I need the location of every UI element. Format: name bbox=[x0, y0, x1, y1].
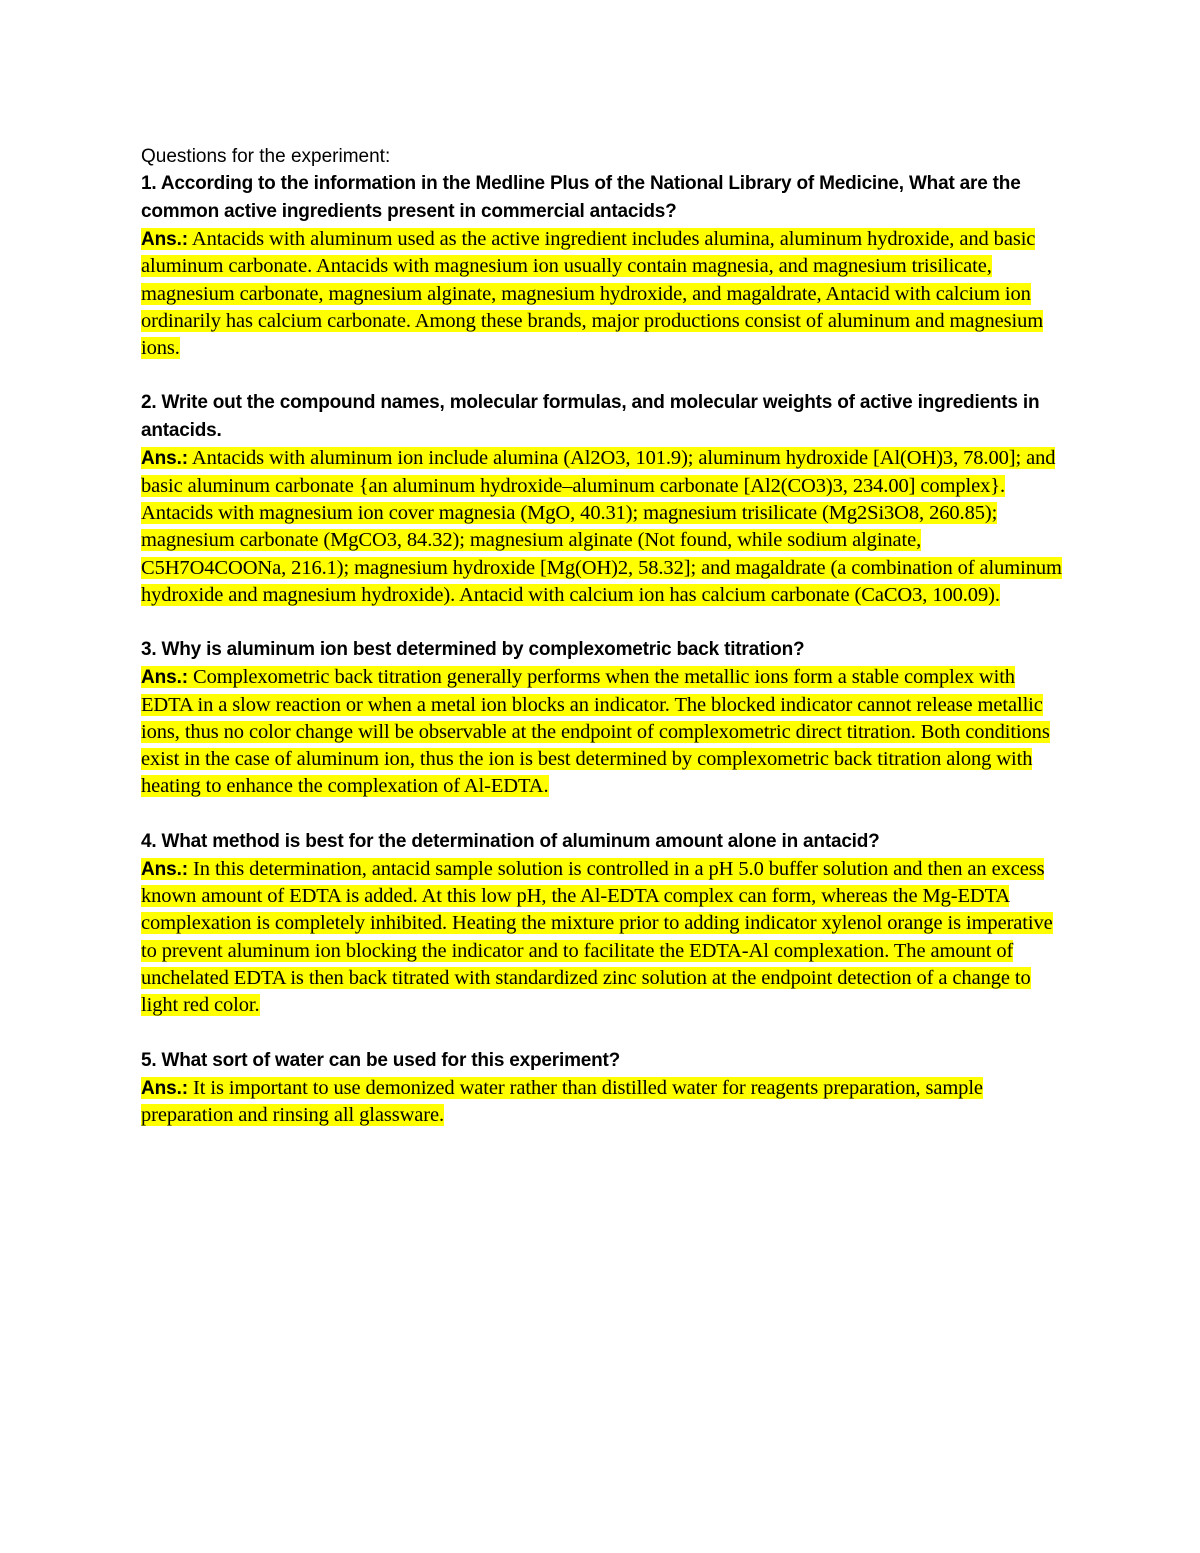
qa-item-4 bbox=[141, 828, 1066, 1020]
answer-label: Ans.: bbox=[141, 1077, 189, 1099]
answer-4 bbox=[141, 856, 1066, 1020]
answer-text-3: Complexometric back titration generally performs when the metallic ions form a stable complex with EDTA in a slow reaction or when a metal ion blocks an indicator. The blocked indicator cannot release metallic ions, thus no color change will be observable at the endpoint of complexometric direct titration. Both conditions exist in the case of aluminum ion, thus the ion is best determined by complexometric back titration along with heating to enhance the complexation of Al-EDTA. bbox=[141, 666, 1050, 798]
answer-2 bbox=[141, 445, 1066, 609]
answer-3 bbox=[141, 664, 1066, 800]
qa-item-5 bbox=[141, 1047, 1066, 1130]
answer-text-1: Antacids with aluminum used as the active ingredient includes alumina, aluminum hydroxide, and basic aluminum carbonate. Antacids with magnesium ion usually contain magnesia, and magnesium trisilicate, magnesium carbonate, magnesium alginate, magnesium hydroxide, and magaldrate, Antacid with calcium ion ordinarily has calcium carbonate. Among these brands, major productions consist of aluminum and magnesium ions. bbox=[141, 228, 1044, 360]
answer-text-5: It is important to use demonized water rather than distilled water for reagents preparation, sample preparation and rinsing all glassware. bbox=[141, 1076, 983, 1126]
qa-item-3 bbox=[141, 636, 1066, 800]
question-1: 1. According to the information in the Medline Plus of the National Library of Medicine, What are the common active ingredients present in commercial antacids? bbox=[141, 173, 1021, 222]
answer-label: Ans.: bbox=[141, 667, 189, 689]
answer-label: Ans.: bbox=[141, 858, 189, 880]
answer-5 bbox=[141, 1075, 1066, 1130]
qa-item-2 bbox=[141, 389, 1066, 609]
question-3: 3. Why is aluminum ion best determined by complexometric back titration? bbox=[141, 639, 805, 661]
document-body bbox=[141, 143, 1066, 1129]
question-2: 2. Write out the compound names, molecular formulas, and molecular weights of active ingredients in antacids. bbox=[141, 392, 1040, 442]
document-title: Questions for the experiment: bbox=[141, 146, 391, 167]
answer-text-4: In this determination, antacid sample solution is controlled in a pH 5.0 buffer solution and then an excess known amount of EDTA is added. At this low pH, the Al-EDTA complex can form, whereas the Mg-EDTA complexation is completely inhibited. Heating the mixture prior to adding indicator xylenol orange is imperative to prevent aluminum ion blocking the indicator and to facilitate the EDTA-Al complexation. The amount of unchelated EDTA is then back titrated with standardized zinc solution at the endpoint detection of a change to light red color. bbox=[141, 857, 1053, 1017]
question-5: 5. What sort of water can be used for this experiment? bbox=[141, 1049, 621, 1071]
answer-label: Ans.: bbox=[141, 448, 189, 470]
answer-label: Ans.: bbox=[141, 229, 189, 250]
answer-1 bbox=[141, 226, 1066, 362]
answer-text-2: Antacids with aluminum ion include alumina (Al2O3, 101.9); aluminum hydroxide [Al(OH)3, 78.00]; and basic aluminum carbonate {an aluminum hydroxide–aluminum carbonate [Al2(CO3)3, 234.00] complex}. Antacids with magnesium ion cover magnesia (MgO, 40.31); magnesium trisilicate (Mg2Si3O8, 260.85); magnesium carbonate (MgCO3, 84.32); magnesium alginate (Not found, while sodium alginate, C5H7O4COONa, 216.1); magnesium hydroxide [Mg(OH)2, 58.32]; and magaldrate (a combination of aluminum hydroxide and magnesium hydroxide). Antacid with calcium ion has calcium carbonate (CaCO3, 100.09). bbox=[141, 447, 1062, 606]
question-4: 4. What method is best for the determination of aluminum amount alone in antacid? bbox=[141, 830, 880, 852]
qa-item-1 bbox=[141, 170, 1066, 362]
